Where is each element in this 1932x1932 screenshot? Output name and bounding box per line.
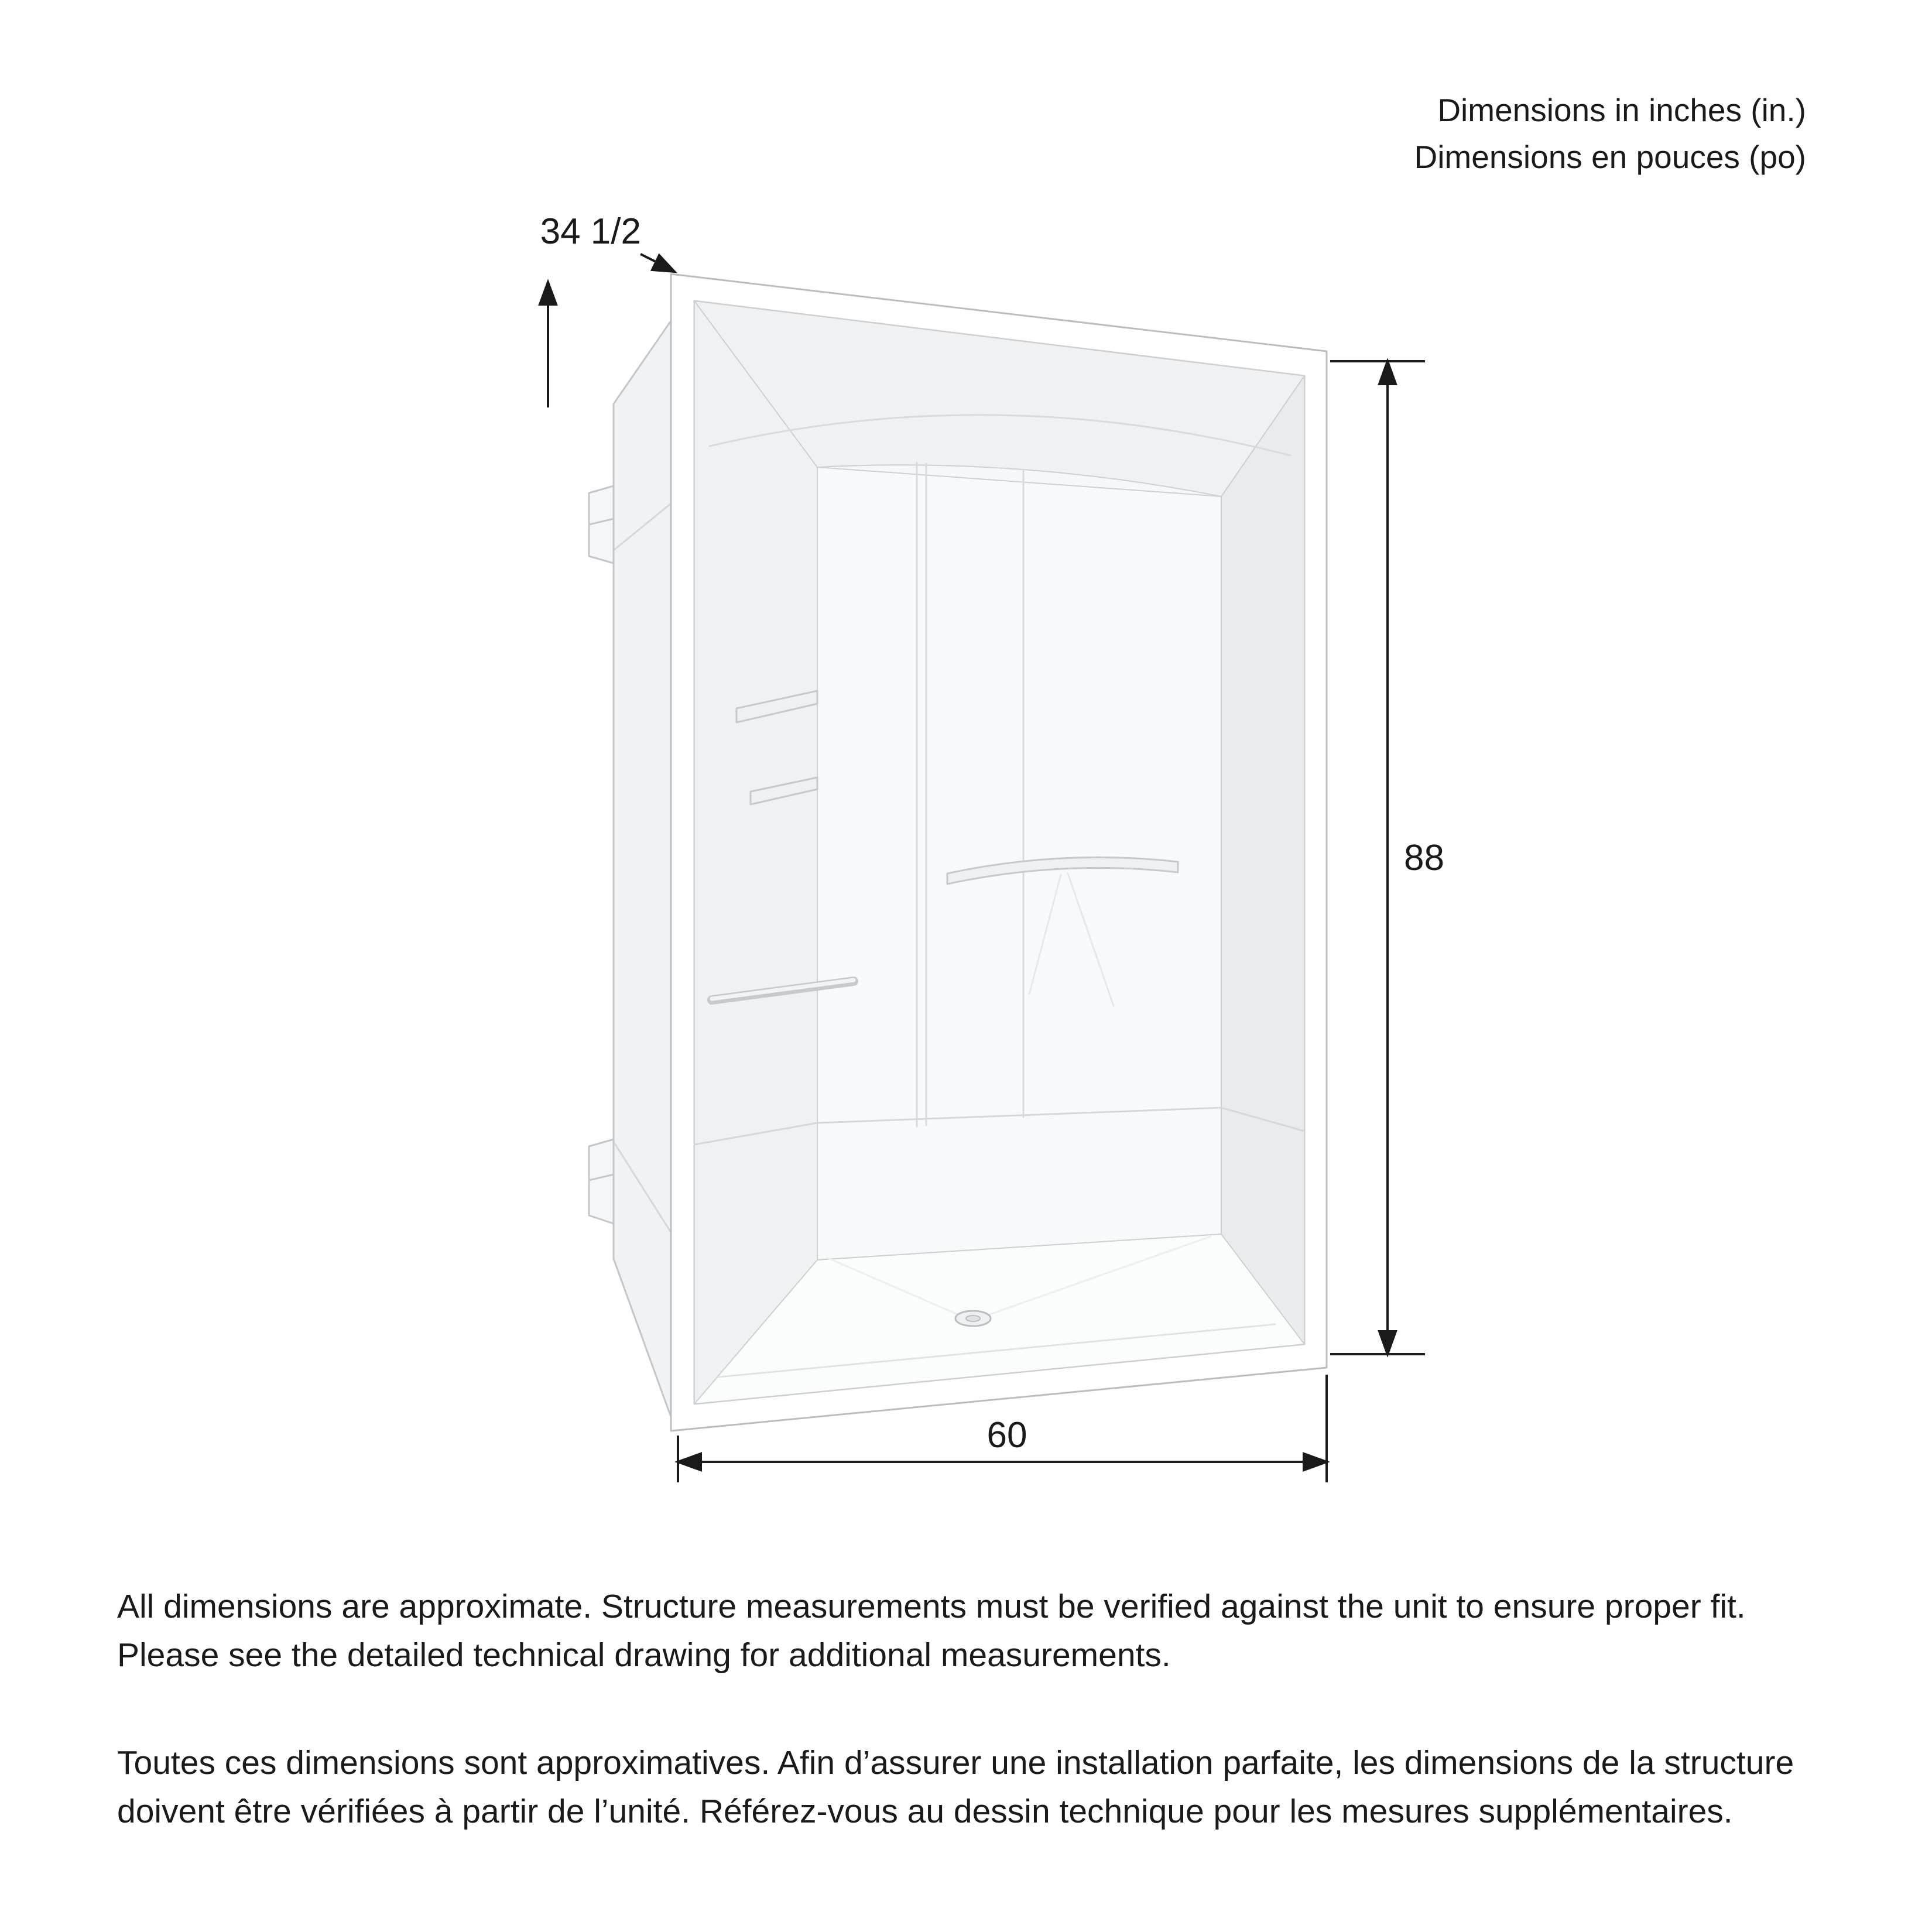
height-arrowhead-top (1379, 361, 1396, 384)
depth-arrowhead-front (652, 255, 674, 272)
drain-center (966, 1316, 980, 1321)
height-dimension-label: 88 (1404, 838, 1444, 878)
depth-arrowhead-back (540, 282, 556, 304)
units-note-fr: Dimensions en pouces (po) (1414, 139, 1806, 175)
footnote-english: All dimensions are approximate. Structure measurements must be verified against the unit to ensure proper fit. Please see the detailed technical drawing for additional measurements. (117, 1588, 1746, 1674)
shower-unit (589, 274, 1327, 1431)
depth-dimension-label: 34 1/2 (540, 211, 641, 252)
shower-left-exterior-wall (614, 321, 671, 1417)
height-arrowhead-bottom (1379, 1331, 1396, 1354)
footnote-french: Toutes ces dimensions sont approximatives. Afin d’assurer une installation parfaite, les dimensions de la structure doivent être vérifiées à partir de l’unité. Référez-vous au dessin technique pour les mesures supplémentaires. (117, 1744, 1794, 1830)
units-note-en: Dimensions in inches (in.) (1437, 92, 1806, 128)
width-arrowhead-right (1304, 1454, 1327, 1470)
interior-right-wall (1221, 376, 1304, 1344)
width-arrowhead-left (678, 1454, 701, 1470)
exterior-shelf-profile-lower (589, 1139, 614, 1224)
width-dimension-label: 60 (986, 1415, 1027, 1455)
interior-left-wall (694, 301, 817, 1404)
units-note (1414, 87, 1806, 180)
